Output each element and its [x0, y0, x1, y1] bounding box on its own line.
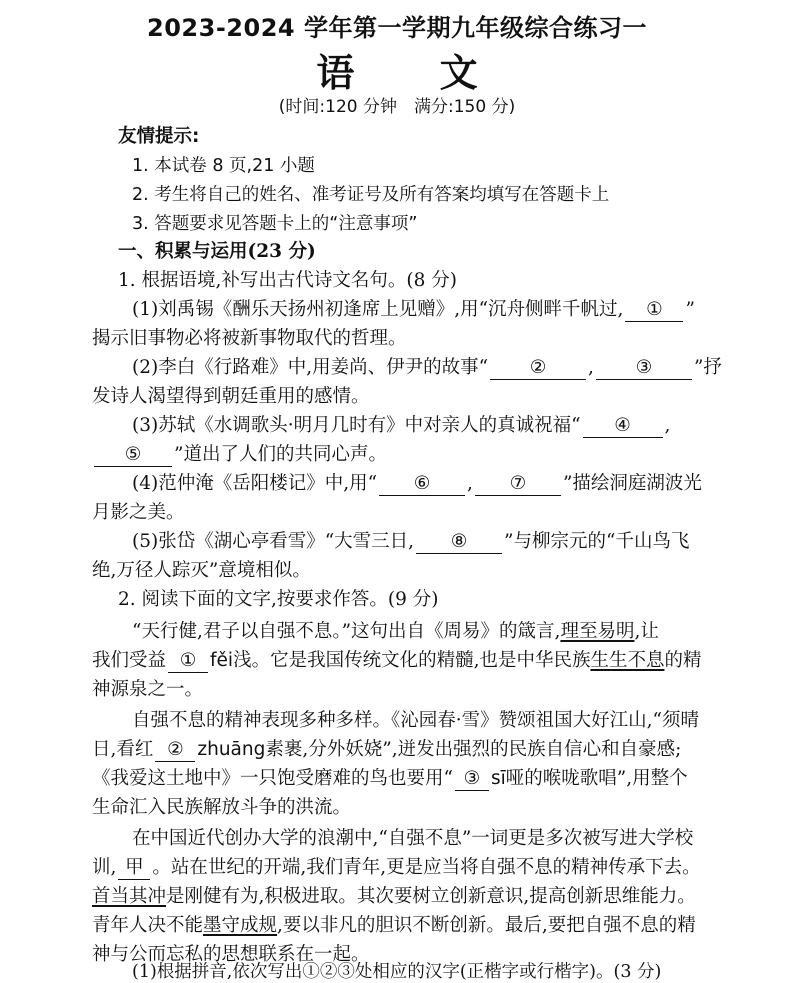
q2-para3-line4: 青年人决不能墨守成规,要以非凡的胆识不断创新。最后,要把自强不息的精	[92, 915, 696, 936]
answer-blank: ③	[455, 768, 489, 791]
tips-heading: 友情提示:	[118, 126, 200, 147]
answer-blank: ①	[625, 299, 683, 322]
q1-stem: 1. 根据语境,补写出古代诗文名句。(8 分)	[118, 270, 457, 291]
underlined-phrase: 理至易明	[560, 621, 635, 642]
pinyin: fěi	[210, 650, 234, 671]
q2-para2-line1: 自强不息的精神表现多种多样。《沁园春·雪》赞颂祖国大好江山,“须晴	[132, 710, 699, 731]
answer-blank: ⑥	[379, 473, 465, 496]
q2-para3-line3: 首当其冲是刚健有为,积极进取。其次要树立创新意识,提高创新思维能力。	[92, 886, 696, 907]
time-info: (时间:120 分钟 满分:150 分)	[278, 97, 516, 117]
q1-part2-cont: 发诗人渴望得到朝廷重用的感情。	[92, 386, 370, 407]
answer-blank: ⑧	[416, 531, 502, 554]
q2-sub1: (1)根据拼音,依次写出①②③处相应的汉字(正楷字或行楷字)。(3 分)	[132, 962, 662, 982]
q1-part3: (3)苏轼《水调歌头·明月几时有》中对亲人的真诚祝福“ ④ ,	[132, 415, 671, 436]
answer-blank: ①	[168, 650, 208, 673]
q2-stem: 2. 阅读下面的文字,按要求作答。(9 分)	[118, 589, 439, 610]
pinyin: sī	[490, 768, 506, 789]
tips-item-1: 1. 本试卷 8 页,21 小题	[132, 156, 315, 176]
tips-item-2: 2. 考生将自己的姓名、准考证号及所有答案均填写在答题卡上	[132, 185, 610, 205]
answer-blank: ③	[596, 357, 692, 380]
q1-part4: (4)范仲淹《岳阳楼记》中,用“ ⑥ , ⑦ ”描绘洞庭湖波光	[132, 473, 702, 494]
q1-part2: (2)李白《行路难》中,用姜尚、伊尹的故事“ ② , ③ ”抒	[132, 357, 722, 378]
answer-blank: ②	[490, 357, 586, 380]
q2-para1-line2: 我们受益 ① fěi浅。它是我国传统文化的精髓,也是中华民族生生不息的精	[92, 650, 702, 671]
q1-part5: (5)张岱《湖心亭看雪》“大雪三日, ⑧ ”与柳宗元的“千山鸟飞	[132, 531, 690, 552]
q2-para2-line3: 《我爱这土地中》一只饱受磨难的鸟也要用“ ③ sī哑的喉咙歌唱”,用整个	[92, 768, 688, 789]
answer-blank: ⑤	[94, 444, 172, 467]
q1-part1: (1)刘禹锡《酬乐天扬州初逢席上见赠》,用“沉舟侧畔千帆过, ① ”	[132, 299, 695, 320]
q1-part3-cont: ⑤ ”道出了人们的共同心声。	[92, 442, 734, 468]
q2-para2-line4: 生命汇入民族解放斗争的洪流。	[92, 797, 352, 818]
q2-para3-line2: 训, 甲 。站在世纪的开端,我们青年,更是应当将自强不息的精神传承下去。	[92, 857, 701, 878]
q2-para2-line2: 日,看红 ② zhuāng素裹,分外妖娆”,迸发出强烈的民族自信心和自豪感;	[92, 739, 682, 760]
underlined-phrase: 首当其冲	[92, 886, 167, 907]
underlined-phrase: 墨守成规	[203, 915, 278, 936]
answer-blank: ⑦	[475, 473, 561, 496]
section-heading: 一、积累与运用(23 分)	[118, 241, 316, 262]
q1-part1-cont: 揭示旧事物必将被新事物取代的哲理。	[92, 328, 407, 349]
q2-para1-line3: 神源泉之一。	[92, 679, 204, 700]
subject-title: 语 文	[316, 51, 514, 95]
q2-para3-line1: 在中国近代创办大学的浪潮中,“自强不息”一词更是多次被写进大学校	[132, 828, 694, 849]
q2-para1-line1: “天行健,君子以自强不息。”这句出自《周易》的箴言,理至易明,让	[132, 621, 659, 642]
q1-part4-cont: 月影之美。	[92, 502, 185, 523]
q2-para3-line5: 神与公而忘私的思想联系在一起。	[92, 944, 370, 965]
answer-blank: ④	[583, 415, 663, 438]
q1-part5-cont: 绝,万径人踪灭”意境相似。	[92, 560, 311, 581]
pinyin: zhuāng	[197, 739, 266, 760]
underlined-phrase: 生生不息	[590, 650, 665, 671]
exam-title: 2023-2024 学年第一学期九年级综合练习一	[147, 14, 647, 42]
answer-blank: ②	[155, 739, 195, 762]
tips-item-3: 3. 答题要求见答题卡上的“注意事项”	[132, 214, 418, 234]
answer-blank: 甲	[118, 857, 150, 880]
